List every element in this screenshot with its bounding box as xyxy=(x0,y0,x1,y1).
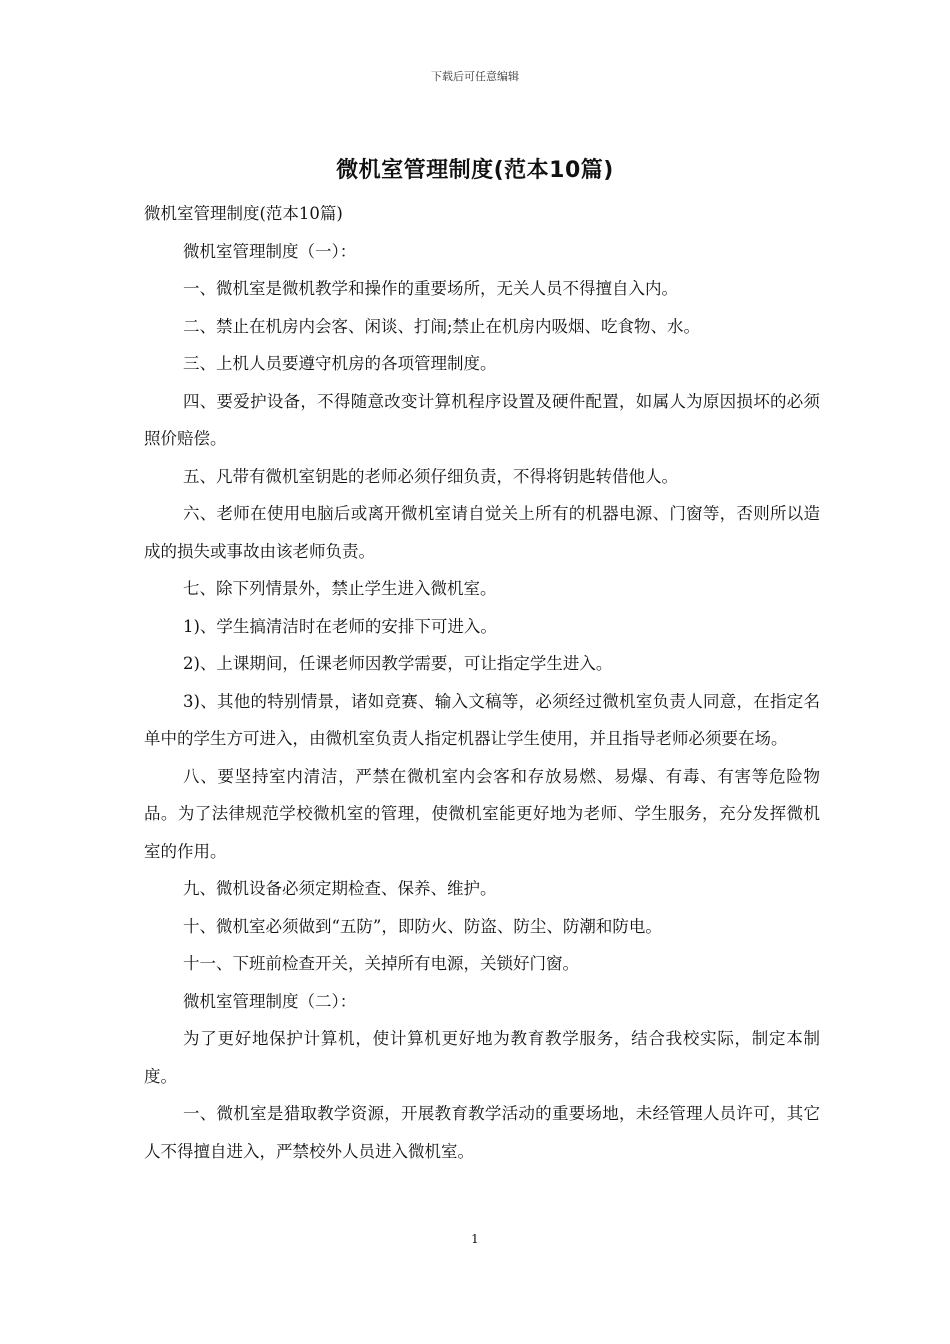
paragraph: 五、凡带有微机室钥匙的老师必须仔细负责，不得将钥匙转借他人。 xyxy=(183,466,678,486)
paragraph: 四、要爱护设备，不得随意改变计算机程序设置及硬件配置，如属人为原因损坏的必须照价赔偿。 xyxy=(144,391,820,448)
paragraph: 为了更好地保护计算机，使计算机更好地为教育教学服务，结合我校实际，制定本制度。 xyxy=(144,1029,820,1086)
paragraph: 一、微机室是猎取教学资源，开展教育教学活动的重要场地，未经管理人员许可，其它人不得擅自进入，严禁校外人员进入微机室。 xyxy=(144,1104,820,1161)
paragraph: 1)、学生搞清洁时在老师的安排下可进入。 xyxy=(183,616,497,636)
paragraph: 三、上机人员要遵守机房的各项管理制度。 xyxy=(183,354,497,373)
document-body xyxy=(144,195,820,1170)
paragraph: 七、除下列情景外，禁止学生进入微机室。 xyxy=(183,579,497,598)
paragraph: 一、微机室是微机教学和操作的重要场所，无关人员不得擅自入内。 xyxy=(183,279,678,298)
paragraph: 六、老师在使用电脑后或离开微机室请自觉关上所有的机器电源、门窗等，否则所以造成的损失或事故由该老师负责。 xyxy=(144,504,820,561)
paragraph: 微机室管理制度(范本10篇) xyxy=(144,204,343,223)
section-heading: 微机室管理制度（二）： xyxy=(183,991,357,1011)
document-title: 微机室管理制度(范本10篇) xyxy=(336,158,614,183)
paragraph: 十、微机室必须做到“五防”，即防火、防盗、防尘、防潮和防电。 xyxy=(183,916,662,936)
paragraph: 2)、上课期间，任课老师因教学需要，可让指定学生进入。 xyxy=(183,654,613,673)
section-heading: 微机室管理制度（一）： xyxy=(183,241,357,261)
paragraph: 3)、其他的特别情景，诸如竞赛、输入文稿等，必须经过微机室负责人同意，在指定名单中的学生方可进入，由微机室负责人指定机器让学生使用，并且指导老师必须要在场。 xyxy=(144,691,820,748)
header-note: 下载后可任意编辑 xyxy=(431,70,519,83)
paragraph: 八、要坚持室内清洁，严禁在微机室内会客和存放易燃、易爆、有毒、有害等危险物品。为了法律规范学校微机室的管理，使微机室能更好地为老师、学生服务，充分发挥微机室的作用。 xyxy=(144,766,820,861)
paragraph: 九、微机设备必须定期检查、保养、维护。 xyxy=(183,879,497,898)
paragraph: 十一、下班前检查开关，关掉所有电源，关锁好门窗。 xyxy=(183,954,579,973)
page-number: 1 xyxy=(471,1232,479,1246)
paragraph: 二、禁止在机房内会客、闲谈、打闹;禁止在机房内吸烟、吃食物、水。 xyxy=(183,316,701,336)
